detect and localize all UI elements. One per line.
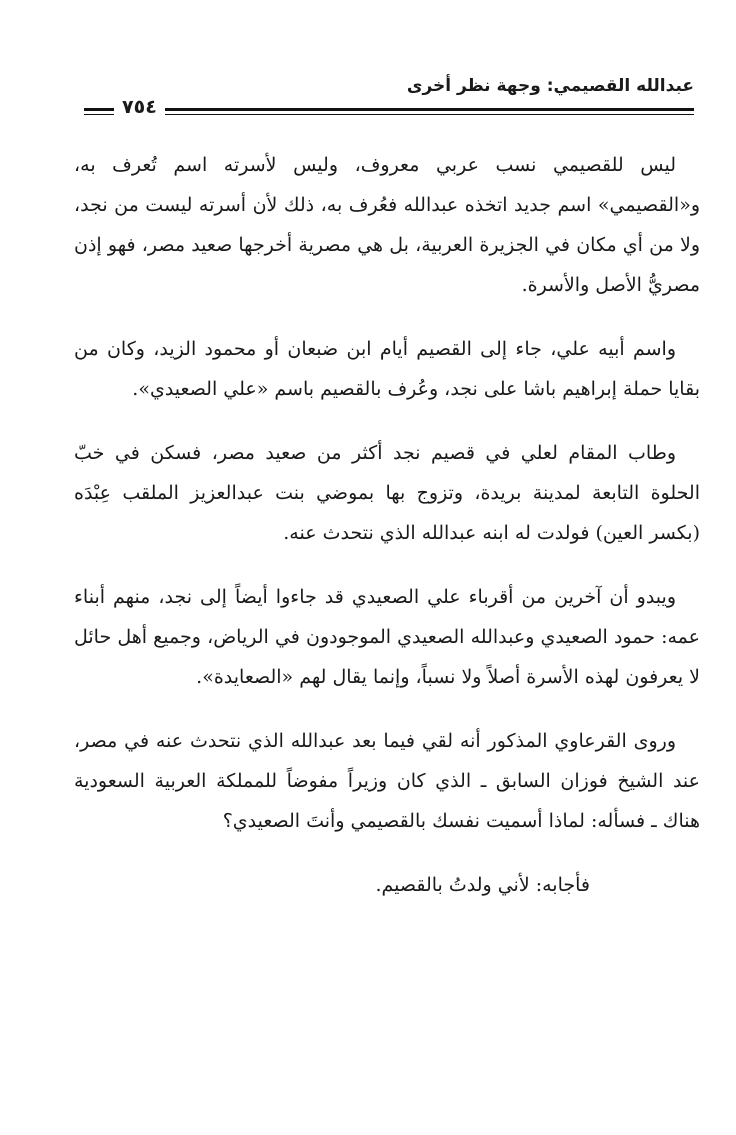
page-number: ٧٥٤: [114, 90, 165, 124]
running-title: عبدالله القصيمي: وجهة نظر أخرى: [406, 76, 694, 96]
page-header: [84, 70, 694, 130]
paragraph: فأجابه: لأني ولدتُ بالقصيم.: [375, 874, 590, 896]
paragraph: وروى القرعاوي المذكور أنه لقي فيما بعد عبدالله الذي نتحدث عنه في مصر، عند الشيخ فوزان السابق ـ الذي كان وزيراً مفوضاً للمملكة العربية السعودية هناك ـ فسأله: لماذا أسميت نفسك بالقصيمي وأنتَ الصعيدي؟: [74, 730, 700, 832]
header-rule-thin: [84, 114, 694, 115]
paragraph: واسم أبيه علي، جاء إلى القصيم أيام ابن ضبعان أو محمود الزيد، وكان من بقايا حملة إبراهيم باشا على نجد، وعُرف بالقصيم باسم «علي الصعيدي».: [74, 338, 700, 400]
header-rule-thick: [84, 108, 694, 111]
main-text: [74, 145, 700, 929]
paragraph: ليس للقصيمي نسب عربي معروف، وليس لأسرته اسم تُعرف به، و«القصيمي» اسم جديد اتخذه عبدالله فعُرف به، ذلك لأن أسرته ليست من نجد، ولا من أي مكان في الجزيرة العربية، بل هي مصرية أخرجها صعيد مصر، فهو إذن مصريُّ الأصل والأسرة.: [74, 154, 700, 296]
paragraph: وطاب المقام لعلي في قصيم نجد أكثر من صعيد مصر، فسكن في خبّ الحلوة التابعة لمدينة بريدة، وتزوج بها بموضي بنت عبدالعزيز الملقب عِبْدَه (بكسر العين) فولدت له ابنه عبدالله الذي نتحدث عنه.: [74, 442, 700, 544]
paragraph: ويبدو أن آخرين من أقرباء علي الصعيدي قد جاءوا أيضاً إلى نجد، منهم أبناء عمه: حمود الصعيدي وعبدالله الصعيدي الموجودون في الرياض، وجميع أهل حائل لا يعرفون لهذه الأسرة أصلاً ولا نسباً، وإنما يقال لهم «الصعايدة».: [74, 586, 700, 688]
